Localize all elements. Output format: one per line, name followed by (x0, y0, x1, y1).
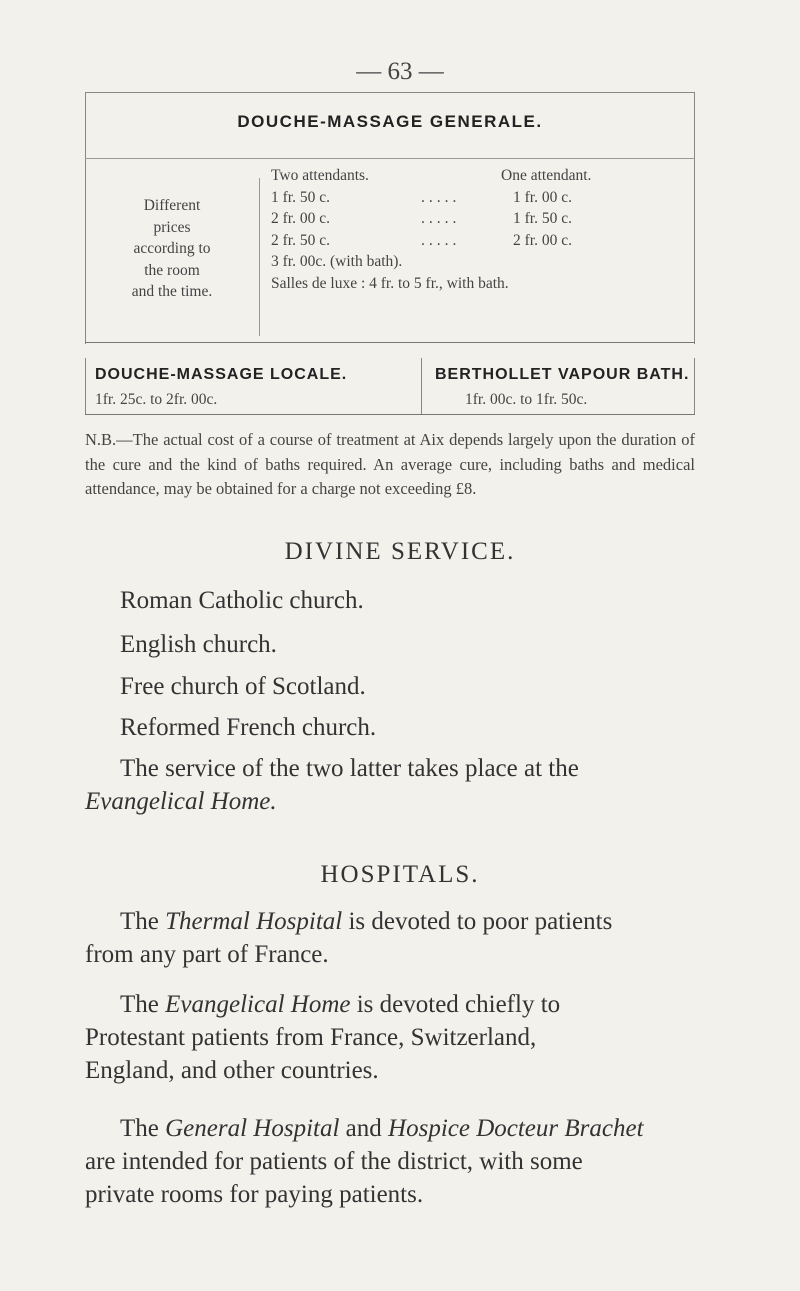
hospital-paragraph-general (85, 1112, 715, 1211)
text: The (120, 1115, 166, 1142)
label-line: prices (153, 218, 191, 236)
column-divider (421, 358, 422, 414)
table-divider (85, 158, 695, 159)
table-title: DOUCHE-MASSAGE GENERALE. (237, 112, 543, 131)
text-italic: Evangelical Home (165, 991, 351, 1018)
table-border (85, 414, 695, 415)
leader-dots: ..... (421, 231, 461, 249)
divine-service-heading: DIVINE SERVICE. (284, 538, 516, 565)
text: The (120, 908, 166, 935)
label-line: and the time. (131, 283, 213, 300)
col-one-attendant: One attendant. (501, 167, 592, 184)
vapour-title: BERTHOLLET VAPOUR BATH. (435, 366, 690, 383)
price-one: 1 fr. 50 c. (513, 210, 572, 227)
price-two: 1 fr. 50 c. (271, 188, 330, 206)
locale-vapour-table (85, 358, 695, 414)
prices-values (271, 165, 691, 294)
label-line: the room (144, 261, 200, 279)
cost-note: N.B.—The actual cost of a course of treatment at Aix depends largely upon the duration of the cure and the kind of baths required. An average cure, including baths and medical attendance, may be obtained for a charge not exceeding £8. (85, 430, 695, 498)
para-line (85, 1112, 715, 1145)
para-line: are intended for patients of the district, with some (85, 1148, 583, 1175)
text: is devoted to poor patients (342, 908, 613, 935)
price-row (271, 230, 691, 252)
column-divider (259, 178, 260, 336)
text-italic: Hospice Docteur Brachet (388, 1115, 644, 1142)
vapour-price: 1fr. 00c. to 1fr. 50c. (465, 391, 588, 408)
para-line: Protestant patients from France, Switzerland, (85, 1024, 537, 1051)
table-border (85, 358, 86, 414)
price-row (271, 187, 691, 209)
leader-dots: ..... (421, 210, 461, 227)
para-line: from any part of France. (85, 941, 329, 968)
price-two: 2 fr. 00 c. (271, 210, 330, 227)
page-number: — 63 — (356, 58, 444, 85)
hospitals-heading: HOSPITALS. (320, 861, 480, 888)
col-two-attendants: Two attendants. (271, 167, 369, 184)
para-line: England, and other countries. (85, 1057, 379, 1084)
table-border (694, 92, 695, 172)
para-line: private rooms for paying patients. (85, 1181, 424, 1208)
price-row (271, 208, 691, 230)
service-note (85, 752, 715, 818)
hospital-paragraph-thermal (85, 905, 715, 971)
service-item: Roman Catholic church. (120, 587, 364, 614)
table-divider (85, 342, 695, 343)
locale-title: DOUCHE-MASSAGE LOCALE. (95, 366, 348, 383)
text: is devoted chiefly to (350, 991, 561, 1018)
label-line: Different (143, 197, 201, 214)
service-item: Reformed French church. (120, 714, 377, 741)
table-border (694, 358, 695, 414)
text-italic: General Hospital (165, 1115, 340, 1142)
para-line (85, 905, 715, 938)
prices-label (85, 195, 259, 303)
locale-price: 1fr. 25c. to 2fr. 00c. (95, 391, 218, 408)
service-note-line (85, 785, 715, 818)
service-item: English church. (120, 631, 277, 658)
douche-massage-generale-table (85, 92, 695, 344)
hospital-paragraph-evangelical (85, 988, 715, 1087)
text-italic: Thermal Hospital (165, 908, 343, 935)
label-line: according to (133, 240, 211, 257)
para-line (85, 988, 715, 1021)
price-one: 1 fr. 00 c. (513, 188, 572, 206)
text: and (339, 1115, 389, 1142)
header-row (271, 165, 691, 187)
salles-row: Salles de luxe : 4 fr. to 5 fr., with bath. (271, 274, 509, 292)
bath-row: 3 fr. 00c. (with bath). (271, 253, 403, 270)
table-border (694, 172, 695, 344)
price-two: 2 fr. 50 c. (271, 231, 330, 249)
text: The (120, 991, 166, 1018)
service-item: Free church of Scotland. (120, 673, 366, 700)
leader-dots: ..... (421, 188, 461, 206)
evangelical-home-italic: Evangelical Home. (85, 788, 277, 815)
service-note-line: The service of the two latter takes place at the (120, 755, 579, 782)
table-border (85, 92, 695, 93)
price-one: 2 fr. 00 c. (513, 231, 572, 249)
